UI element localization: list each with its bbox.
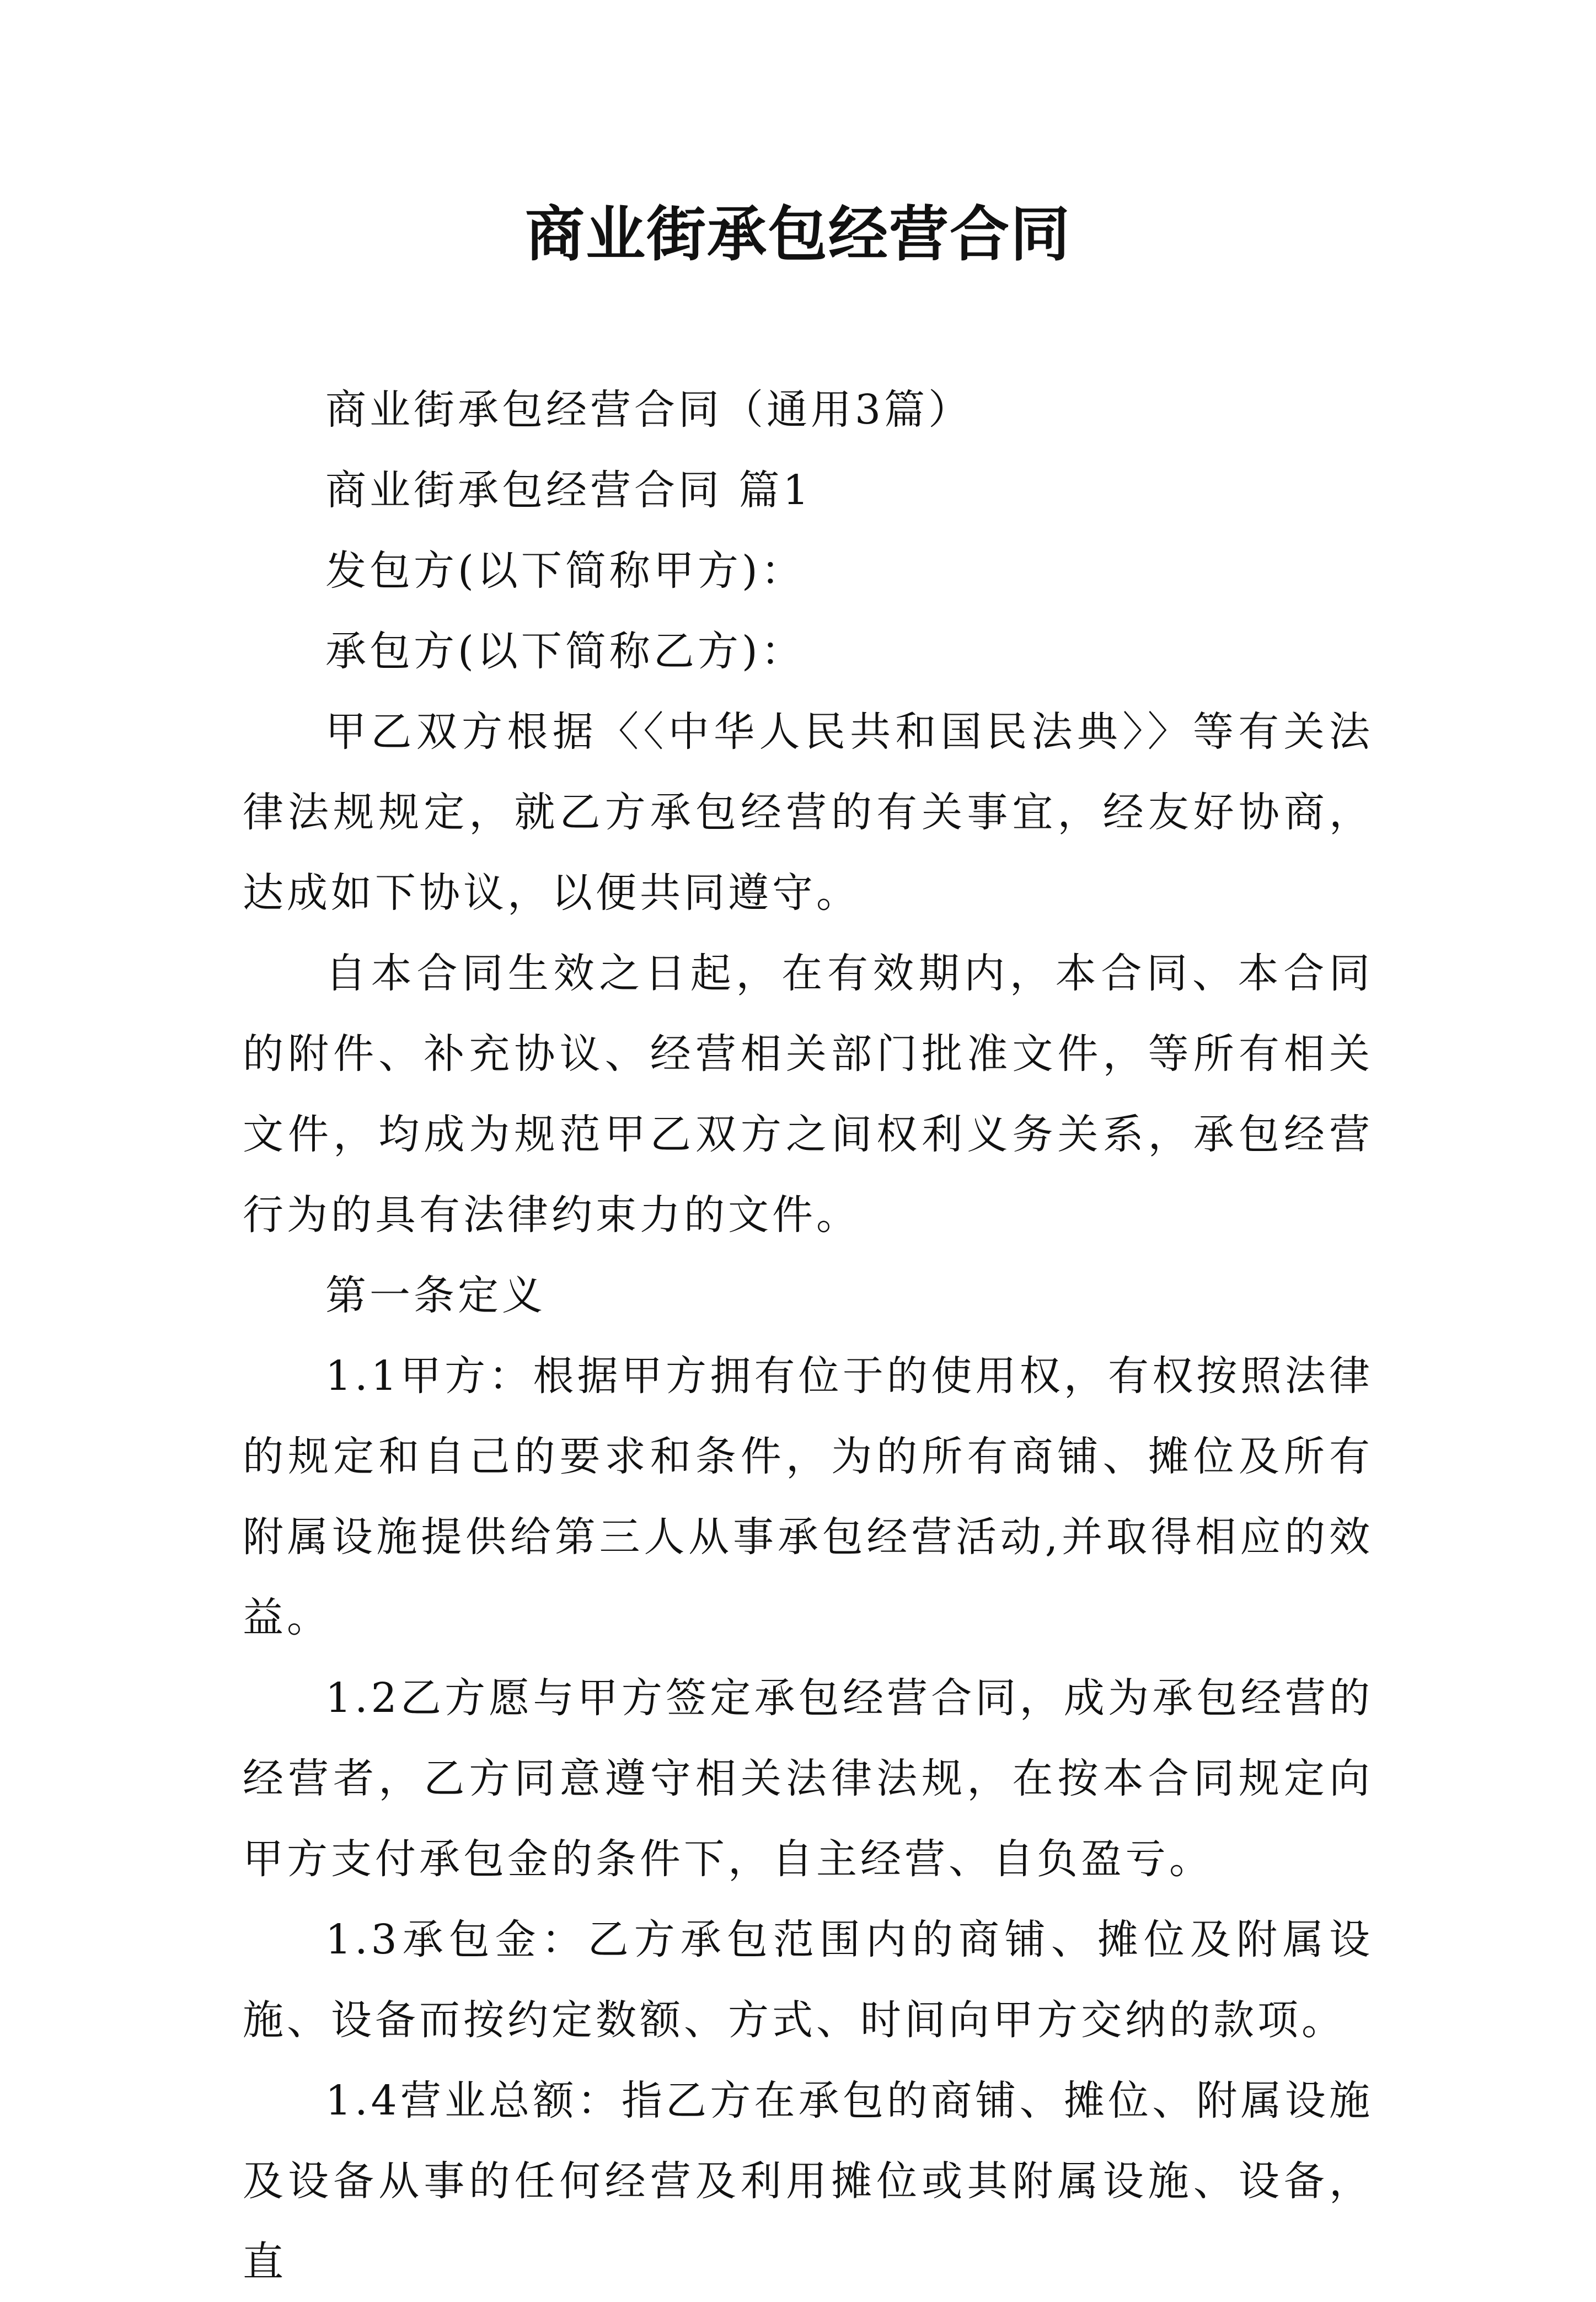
paragraph-subtitle: 商业街承包经营合同（通用3篇） bbox=[325, 386, 973, 433]
paragraph-clause-1-4: 1.4营业总额：指乙方在承包的商铺、摊位、附属设施及设备从事的任何经营及利用摊位或其附属设施、设备，直 bbox=[243, 2077, 1373, 2285]
paragraph-article-1-heading: 第一条定义 bbox=[325, 1272, 546, 1319]
paragraph-preamble: 甲乙双方根据〈〈中华人民共和国民法典〉〉等有关法律法规规定，就乙方承包经营的有关事宜，经友好协商，达成如下协议，以便共同遵守。 bbox=[243, 708, 1373, 917]
document-title: 商业街承包经营合同 bbox=[524, 200, 1071, 269]
paragraph-clause-1-3: 1.3承包金：乙方承包范围内的商铺、摊位及附属设施、设备而按约定数额、方式、时间向甲方交纳的款项。 bbox=[243, 1916, 1373, 2044]
paragraph-party-a: 发包方(以下简称甲方)： bbox=[325, 547, 805, 595]
document-body bbox=[243, 370, 1373, 2302]
paragraph-party-b: 承包方(以下简称乙方)： bbox=[325, 628, 805, 675]
paragraph-section-heading: 商业街承包经营合同 篇1 bbox=[325, 467, 812, 514]
paragraph-clause-1-1: 1.1甲方：根据甲方拥有位于的使用权，有权按照法律的规定和自己的要求和条件，为的所有商铺、摊位及所有附属设施提供给第三人从事承包经营活动,并取得相应的效益。 bbox=[243, 1352, 1373, 1641]
paragraph-clause-1-2: 1.2乙方愿与甲方签定承包经营合同，成为承包经营的经营者，乙方同意遵守相关法律法规，在按本合同规定向甲方支付承包金的条件下，自主经营、自负盈亏。 bbox=[243, 1674, 1373, 1883]
paragraph-effective-docs: 自本合同生效之日起，在有效期内，本合同、本合同的附件、补充协议、经营相关部门批准文件，等所有相关文件，均成为规范甲乙双方之间权利义务关系，承包经营行为的具有法律约束力的文件。 bbox=[243, 950, 1373, 1239]
